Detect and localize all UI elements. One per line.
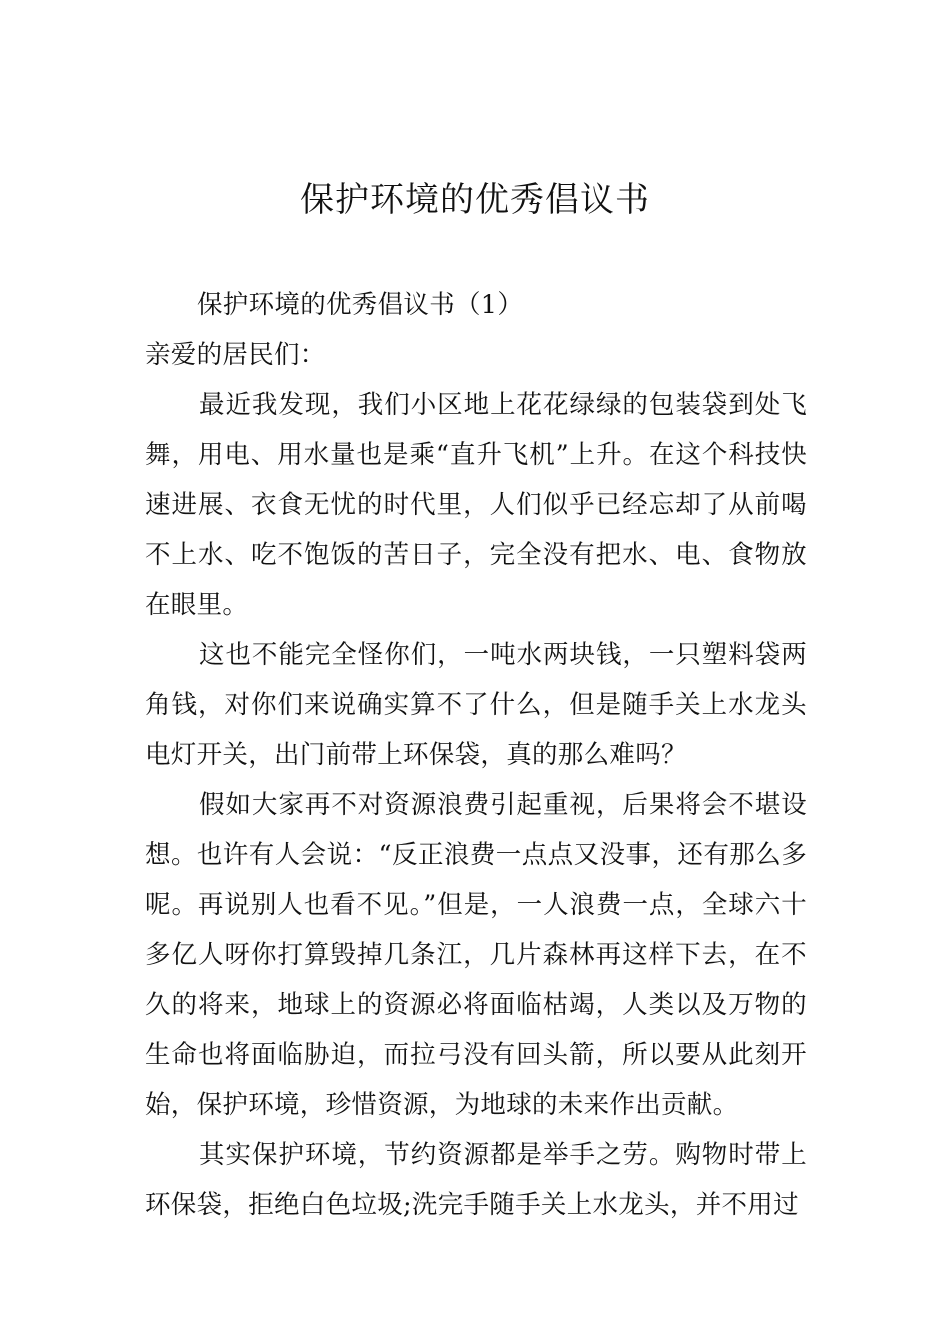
- paragraph-2: 这也不能完全怪你们，一吨水两块钱，一只塑料袋两角钱，对你们来说确实算不了什么，但是随手关上水龙头电灯开关，出门前带上环保袋，真的那么难吗？: [145, 640, 807, 770]
- paragraph-4: 其实保护环境，节约资源都是举手之劳。购物时带上环保袋，拒绝白色垃圾;洗完手随手关上水龙头，并不用过: [145, 1140, 807, 1220]
- document-title: 保护环境的优秀倡议书: [300, 180, 650, 220]
- paragraph-3: 假如大家再不对资源浪费引起重视，后果将会不堪设想。也许有人会说：“反正浪费一点点又没事，还有那么多呢。再说别人也看不见。”但是，一人浪费一点，全球六十多亿人呀你打算毁掉几条江，几片森林再这样下去，在不久的将来，地球上的资源必将面临枯竭，人类以及万物的生命也将面临胁迫，而拉弓没有回头箭，所以要从此刻开始，保护环境，珍惜资源，为地球的未来作出贡献。: [145, 790, 807, 1120]
- document-subtitle: 保护环境的优秀倡议书（1）: [197, 290, 524, 320]
- greeting-line: 亲爱的居民们：: [145, 340, 326, 370]
- paragraph-1: 最近我发现，我们小区地上花花绿绿的包装袋到处飞舞，用电、用水量也是乘“直升飞机”上升。在这个科技快速进展、衣食无忧的时代里，人们似乎已经忘却了从前喝不上水、吃不饱饭的苦日子，完全没有把水、电、食物放在眼里。: [145, 390, 807, 620]
- document-body: [145, 280, 807, 1230]
